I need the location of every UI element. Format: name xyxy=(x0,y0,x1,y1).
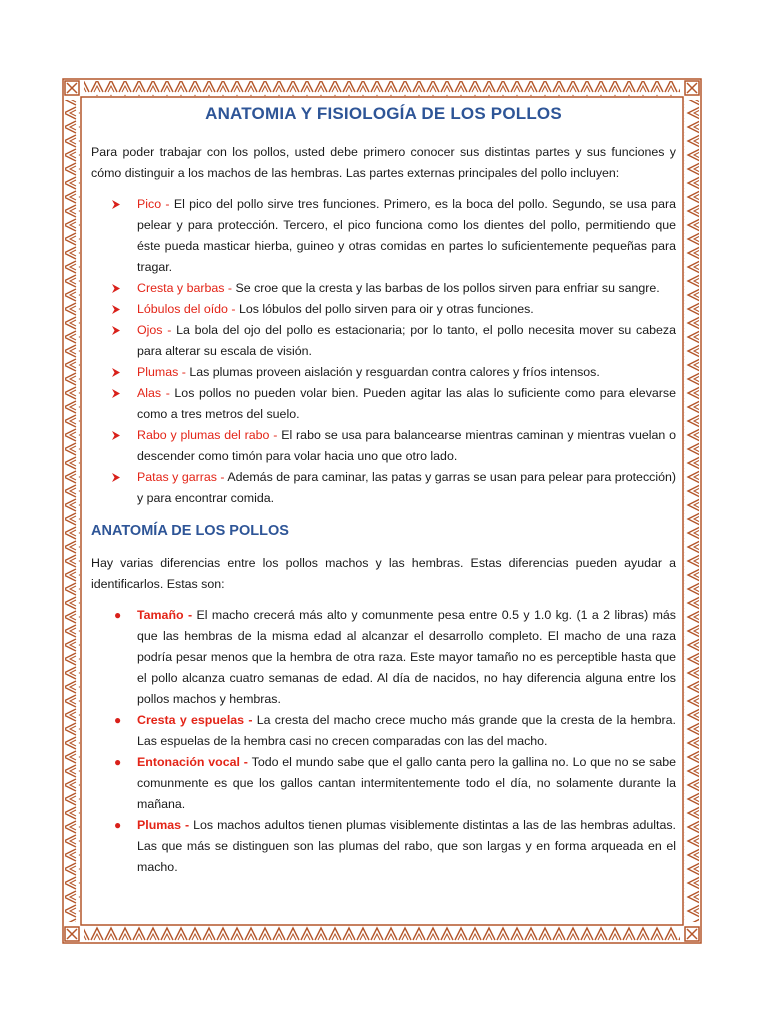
list-item xyxy=(91,425,676,467)
part-text: Además de para caminar, las patas y garras se usan para pelear para protección) y para encontrar comida. xyxy=(137,470,676,505)
document-body xyxy=(91,100,676,890)
part-text: Se croe que la cresta y las barbas de los pollos sirven para enfriar su sangre. xyxy=(235,281,660,295)
difference-text: El macho crecerá más alto y comunmente pesa entre 0.5 y 1.0 kg. (1 a 2 libras) más que las hembras de la misma edad al alcanzar el desarrollo completo. El macho de una raza podría pesar menos que la hembra de otra raza. Este mayor tamaño no es perceptible hasta que el pollo alcanza cuatro semanas de edad. Al día de nacidos, no hay diferencia alguna entre los pollos machos y hembras. xyxy=(137,608,676,706)
arrow-bullet-icon xyxy=(111,304,121,315)
external-parts-list xyxy=(91,194,676,509)
arrow-bullet-icon xyxy=(111,472,121,483)
part-text: Los pollos no pueden volar bien. Pueden agitar las alas lo suficiente como para elevarse como a tres metros del suelo. xyxy=(137,386,676,421)
part-text: La bola del ojo del pollo es estacionaria; por lo tanto, el pollo necesita mover su cabeza para alterar su escala de visión. xyxy=(137,323,676,358)
arrow-bullet-icon xyxy=(111,199,121,210)
part-term: Rabo y plumas del rabo - xyxy=(137,428,282,442)
section-heading: ANATOMÍA DE LOS POLLOS xyxy=(91,523,289,539)
arrow-bullet-icon xyxy=(111,325,121,336)
list-item xyxy=(91,320,676,362)
difference-text: Todo el mundo sabe que el gallo canta pero la gallina no. Lo que no se sabe comunmente es que los gallos cantan intermitentemente todo el día, no solamente durante la mañana. xyxy=(137,755,676,811)
red-dot-bullet-icon: ● xyxy=(114,713,122,727)
red-dot-bullet-icon: ● xyxy=(114,818,122,832)
part-term: Ojos - xyxy=(137,323,177,337)
difference-text: La cresta del macho crece mucho más grande que la cresta de la hembra. Las espuelas de la hembra casi no crecen comparadas con las del macho. xyxy=(137,713,676,748)
list-item xyxy=(91,278,676,299)
arrow-bullet-icon xyxy=(111,388,121,399)
part-text: El rabo se usa para balancearse mientras caminan y mientras vuelan o descender como timón para volar hacia uno que otro lado. xyxy=(137,428,676,463)
arrow-bullet-icon xyxy=(111,367,121,378)
list-item xyxy=(91,710,676,752)
list-item xyxy=(91,362,676,383)
page-title: ANATOMIA Y FISIOLOGÍA DE LOS POLLOS xyxy=(205,104,562,123)
part-term: Alas - xyxy=(137,386,175,400)
part-term: Plumas - xyxy=(137,365,190,379)
red-dot-bullet-icon: ● xyxy=(114,608,122,622)
difference-term: Entonación vocal - xyxy=(137,755,252,769)
arrow-bullet-icon xyxy=(111,283,121,294)
part-term: Cresta y barbas - xyxy=(137,281,236,295)
difference-term: Tamaño - xyxy=(137,608,197,622)
part-text: Los lóbulos del pollo sirven para oir y otras funciones. xyxy=(238,302,534,316)
difference-text: Los machos adultos tienen plumas visiblemente distintas a las de las hembras adultas. Las que más se distinguen son las plumas del rabo, que son largas y en forma arqueada en el macho. xyxy=(137,818,676,874)
differences-list xyxy=(91,605,676,878)
list-item xyxy=(91,815,676,878)
intro-paragraph: Para poder trabajar con los pollos, usted debe primero conocer sus distintas partes y sus funciones y cómo distinguir a los machos de las hembras. Las partes externas principales del pollo incluyen: xyxy=(91,145,676,180)
part-text: El pico del pollo sirve tres funciones. Primero, es la boca del pollo. Segundo, se usa para pelear y para protección. Tercero, el pico funciona como los dientes del pollo, permitiendo que éste pueda masticar hierba, guineo y otras comidas en partes lo suficientemente pequeñas para tragar. xyxy=(137,197,676,274)
section-intro-paragraph: Hay varias diferencias entre los pollos machos y las hembras. Estas diferencias pueden ayudar a identificarlos. Estas son: xyxy=(91,556,676,591)
list-item xyxy=(91,467,676,509)
part-text: Las plumas proveen aislación y resguardan contra calores y fríos intensos. xyxy=(189,365,600,379)
red-dot-bullet-icon: ● xyxy=(114,755,122,769)
list-item xyxy=(91,299,676,320)
part-term: Patas y garras - xyxy=(137,470,228,484)
arrow-bullet-icon xyxy=(111,430,121,441)
list-item xyxy=(91,194,676,278)
part-term: Lóbulos del oído - xyxy=(137,302,239,316)
list-item xyxy=(91,383,676,425)
difference-term: Cresta y espuelas - xyxy=(137,713,257,727)
difference-term: Plumas - xyxy=(137,818,194,832)
list-item xyxy=(91,752,676,815)
list-item xyxy=(91,605,676,710)
part-term: Pico - xyxy=(137,197,174,211)
